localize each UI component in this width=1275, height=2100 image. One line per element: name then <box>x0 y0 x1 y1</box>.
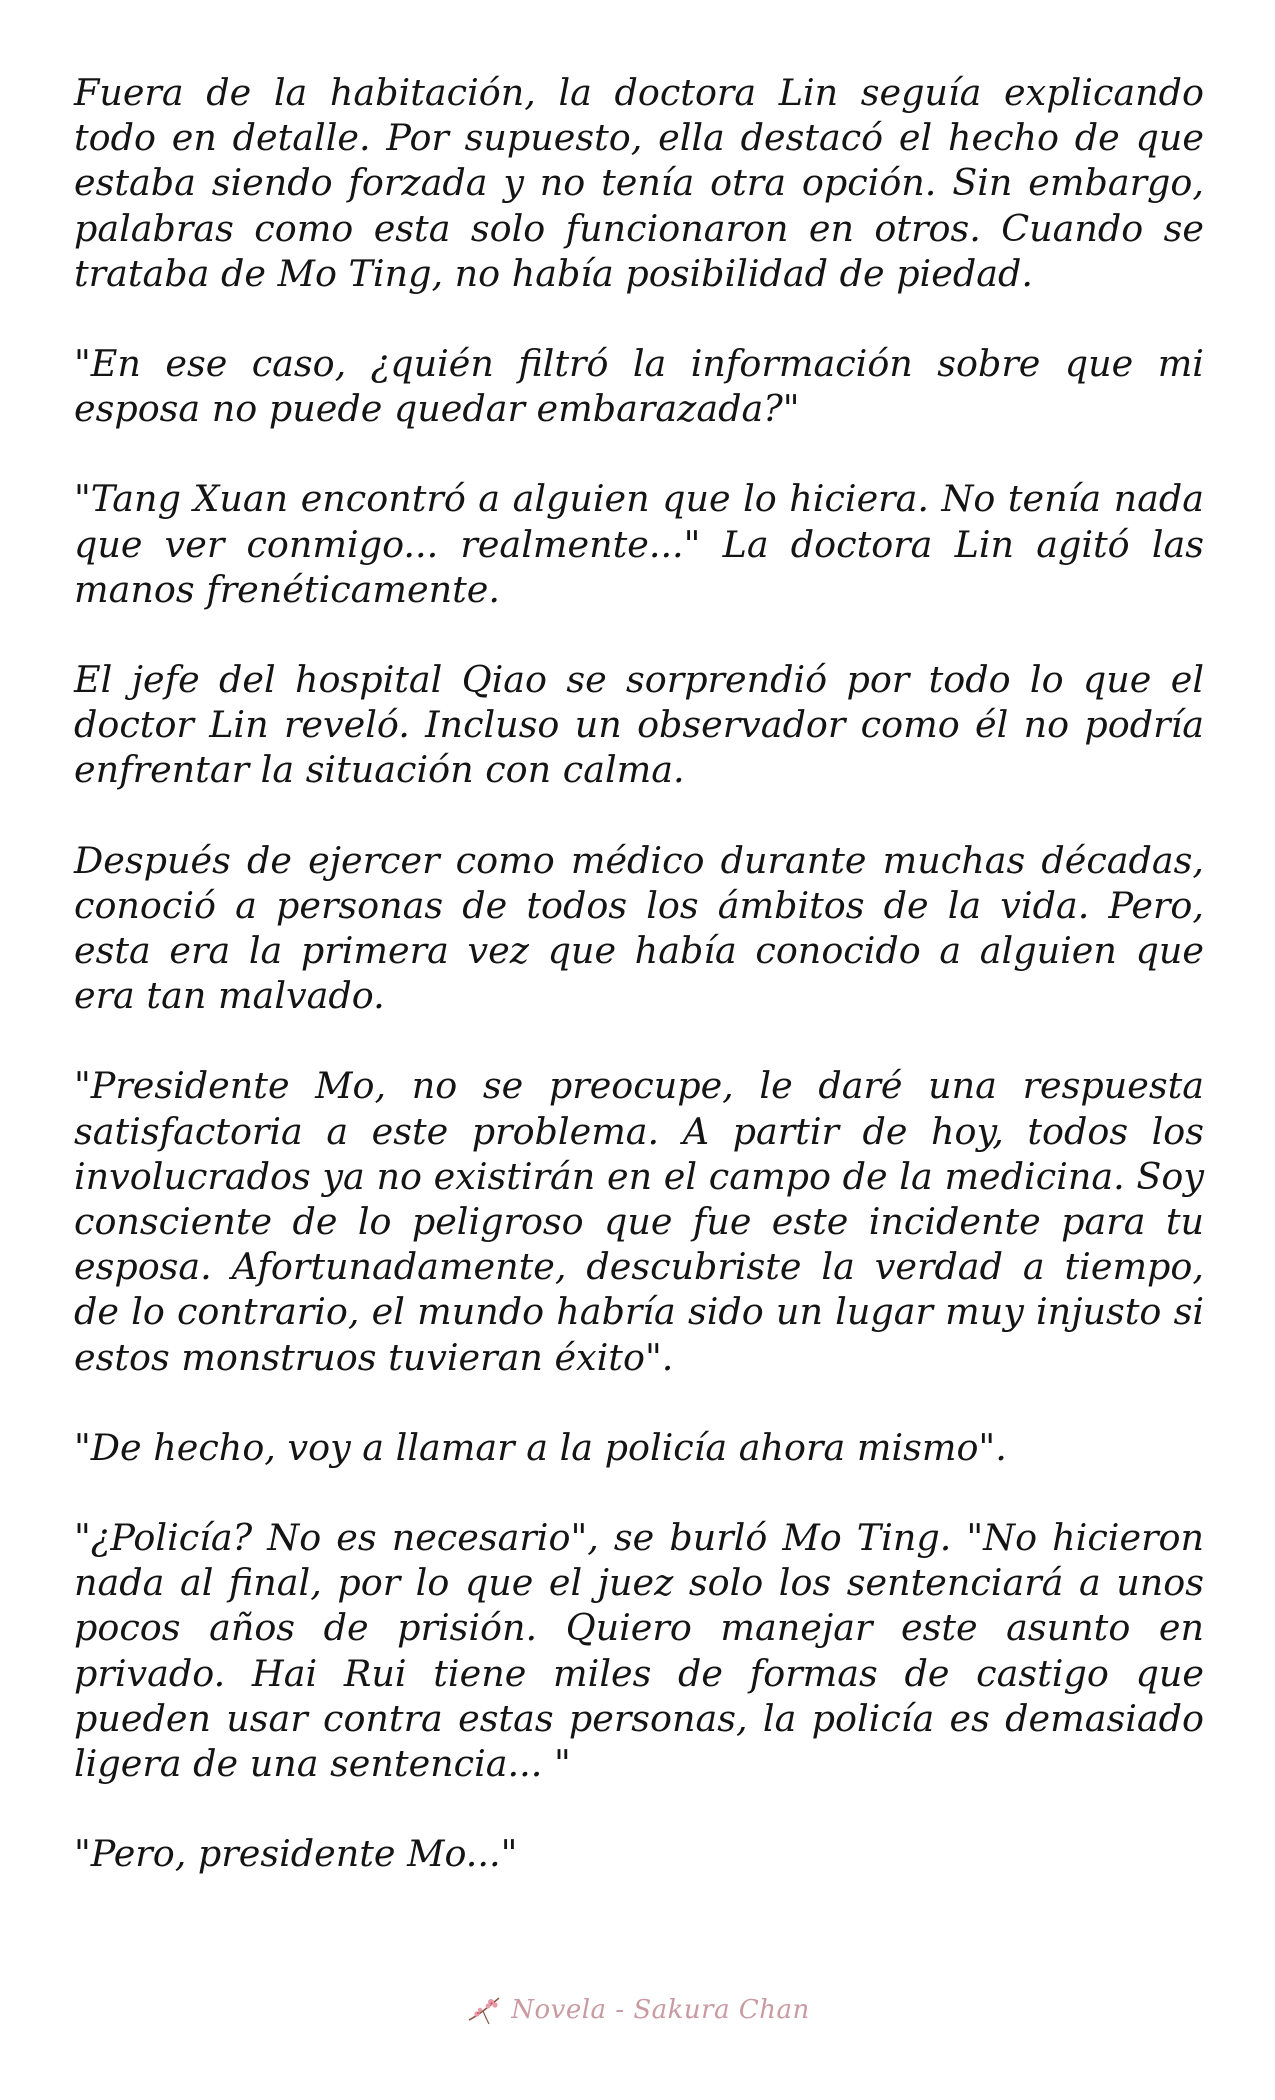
paragraph: El jefe del hospital Qiao se sorprendió por todo lo que el doctor Lin reveló. Incluso un observador como él no podría enfrentar la situación con calma. <box>74 658 1204 792</box>
paragraph: "Presidente Mo, no se preocupe, le daré una respuesta satisfactoria a este problema. A partir de hoy, todos los involucrados ya no existirán en el campo de la medicina. Soy consciente de lo peligroso que fue este incidente para tu esposa. Afortunadamente, descubriste la verdad a tiempo, de lo contrario, el mundo habría sido un lugar muy injusto si estos monstruos tuvieran éxito". <box>74 1064 1204 1379</box>
document-body <box>74 70 1204 1922</box>
paragraph: Después de ejercer como médico durante muchas décadas, conoció a personas de todos los ámbitos de la vida. Pero, esta era la primera vez que había conocido a alguien que era tan malvado. <box>74 838 1204 1018</box>
paragraph: "En ese caso, ¿quién filtró la información sobre que mi esposa no puede quedar embarazada?" <box>74 342 1204 431</box>
paragraph: "Pero, presidente Mo..." <box>74 1832 518 1876</box>
paragraph: Fuera de la habitación, la doctora Lin seguía explicando todo en detalle. Por supuesto, ella destacó el hecho de que estaba siendo forzada y no tenía otra opción. Sin embargo, palabras como esta solo funcionaron en otros. Cuando se trataba de Mo Ting, no había posibilidad de piedad. <box>74 71 1204 295</box>
watermark-footer <box>0 1990 1275 2030</box>
sakura-branch-icon <box>465 1990 505 2030</box>
paragraph: "¿Policía? No es necesario", se burló Mo Ting. "No hicieron nada al final, por lo que el juez solo los sentenciará a unos pocos años de prisión. Quiero manejar este asunto en privado. Hai Rui tiene miles de formas de castigo que pueden usar contra estas personas, la policía es demasiado ligera de una sentencia... " <box>74 1516 1204 1786</box>
watermark-text: Novela - Sakura Chan <box>511 1995 810 2025</box>
paragraph: "Tang Xuan encontró a alguien que lo hiciera. No tenía nada que ver conmigo... realmente..." La doctora Lin agitó las manos frenéticamente. <box>74 477 1204 611</box>
paragraph: "De hecho, voy a llamar a la policía ahora mismo". <box>74 1425 1007 1469</box>
